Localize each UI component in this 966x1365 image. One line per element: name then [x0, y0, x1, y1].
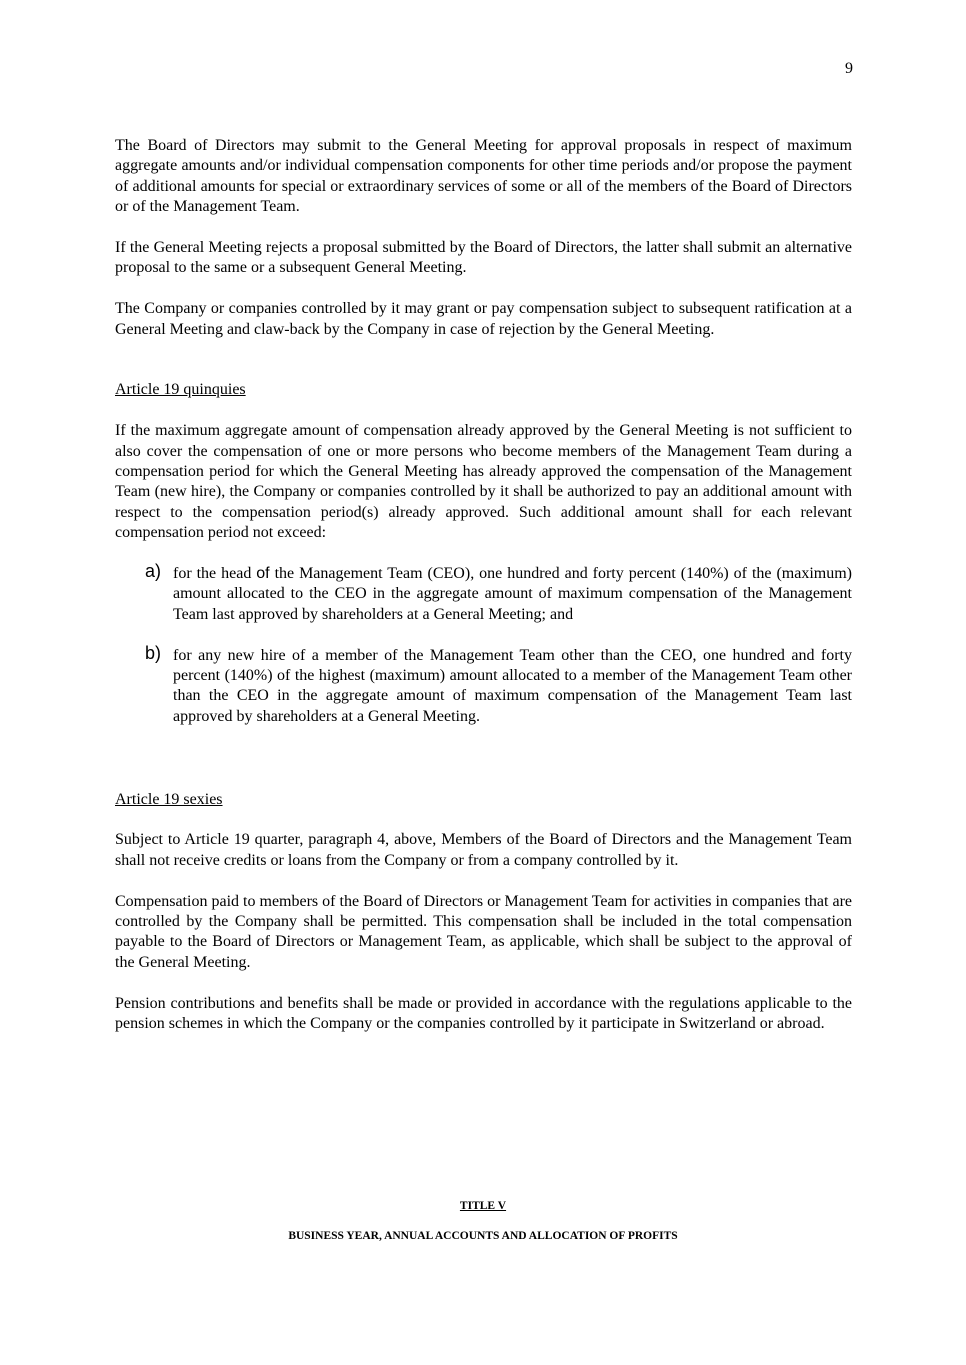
list-item-a-text-sans: of — [256, 565, 270, 583]
page-number: 9 — [845, 60, 853, 77]
list-item-b-text: for any new hire of a member of the Management Team other than the CEO, one hundred and forty percent (140%) of the highest (maximum) amount allocated to a member of the Management Team other than the CEO in the aggregate amount of maximum compensation of the Management Team last approved by shareholders at a General Meeting. — [173, 646, 852, 725]
paragraph-rejected-proposal: If the General Meeting rejects a proposal submitted by the Board of Directors, the latter shall submit an alternative proposal to the same or a subsequent General Meeting. — [115, 239, 852, 277]
list-item-a-text-start: for the head — [173, 565, 257, 583]
paragraph-subsidiary-compensation: Compensation paid to members of the Board of Directors or Management Team for activities in companies that are controlled by the Company shall be permitted. This compensation shall be included in the total compensation payable to the Board of Directors or Management Team, as applicable, which shall be subject to the approval of the General Meeting. — [115, 892, 852, 971]
paragraph-pension: Pension contributions and benefits shall be made or provided in accordance with the regulations applicable to the pension schemes in which the Company or the companies controlled by it participate in Switzerland or abroad. — [115, 994, 852, 1033]
list-item-a-text-end: the Management Team (CEO), one hundred and forty percent (140%) of the (maximum) amount allocated to the CEO in the aggregate amount of maximum compensation of the Management Team last approved by shareholders at a General Meeting; and — [173, 565, 853, 623]
paragraph-ratification: The Company or companies controlled by it may grant or pay compensation subject to subsequent ratification at a General Meeting and claw-back by the Company in case of rejection by the General Meeting. — [115, 300, 852, 338]
paragraph-board-proposals: The Board of Directors may submit to the General Meeting for approval proposals in respect of maximum aggregate amounts and/or individual compensation components for other time periods and/or propose the payment of additional amounts for special or extraordinary services of some or all of the members of the Board of Directors or of the Management Team. — [115, 137, 852, 216]
compensation-limits-list — [115, 561, 853, 727]
list-marker-a: a) — [145, 561, 162, 582]
list-item-a — [115, 561, 853, 625]
list-marker-b: b) — [145, 642, 162, 663]
spacer — [115, 748, 852, 790]
heading-article-19-sexies: Article 19 sexies — [115, 790, 223, 808]
heading-article-19-quinquies: Article 19 quinquies — [115, 381, 246, 399]
title-label: TITLE V — [459, 1200, 507, 1212]
page-content — [115, 136, 852, 1055]
spacer — [115, 360, 852, 380]
title-subtitle: BUSINESS YEAR, ANNUAL ACCOUNTS AND ALLOCATION OF PROFITS — [288, 1230, 678, 1242]
paragraph-additional-amount: If the maximum aggregate amount of compensation already approved by the General Meeting is not sufficient to also cover the compensation of one or more persons who become members of the Management Team during a compensation period for which the General Meeting has already approved the compensation of the Management Team (new hire), the Company or companies controlled by it shall be authorized to pay an additional amount with respect to the compensation period(s) already approved. Such additional amount shall for each relevant compensation period not exceed: — [115, 422, 852, 542]
paragraph-credits-loans: Subject to Article 19 quarter, paragraph 4, above, Members of the Board of Directors and the Management Team shall not receive credits or loans from the Company or from a company controlled by it. — [115, 831, 852, 869]
list-item-b — [115, 642, 852, 728]
